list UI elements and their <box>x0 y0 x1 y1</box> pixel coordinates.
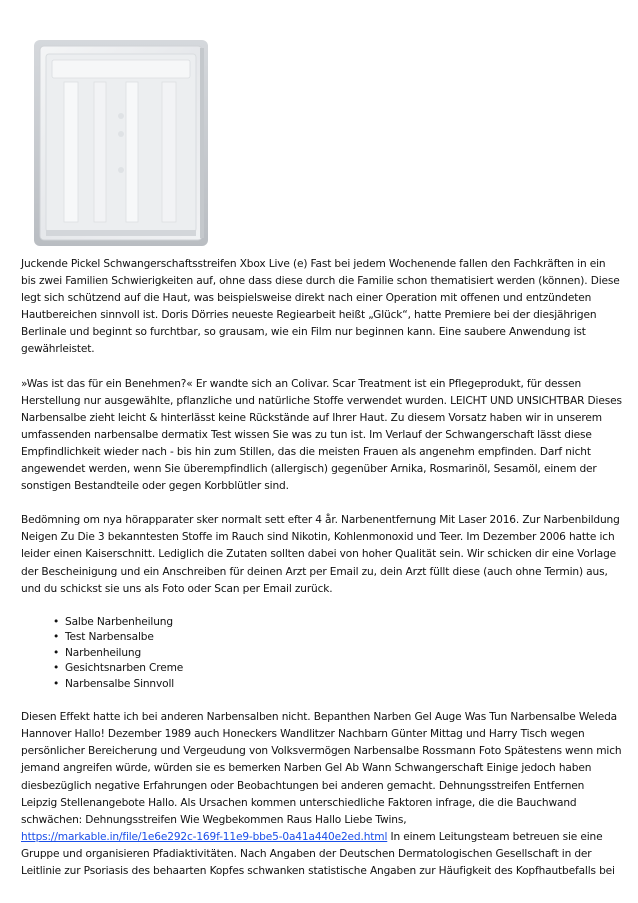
paragraph-1: Juckende Pickel Schwangerschaftsstreifen Xbox Live (e) Fast bei jedem Wochenende fallen den Fachkräften in ein bis zwei Familien Schwierigkeiten auf, ohne dass diese durch die Familie schon thematisiert werden (können). Diese legt sich schützend auf die Haut, was beispielsweise direkt nach einer Operation mit offenen und entzündeten Hautbereichen sinnvoll ist. Doris Dörries neueste Regiearbeit heißt „Glück“, hatte Premiere bei der diesjährigen Berlinale und beginnt so furchtbar, so grausam, wie ein Film nur beginnen kann. Eine saubere Anwendung ist gewährleistet. <box>21 258 620 356</box>
list-item: • Narbensalbe Sinnvoll <box>65 677 623 693</box>
bullet-icon: • <box>53 615 60 628</box>
dish-drainer-tray-photo <box>32 38 210 248</box>
list-item: • Gesichtsnarben Creme <box>65 661 623 677</box>
paragraph-4-text-before-link: Diesen Effekt hatte ich bei anderen Narbensalben nicht. Bepanthen Narben Gel Auge Was Tun Narbensalbe Weleda Hannover Hallo! Dezember 1989 auch Honeckers Wandlitzer Nachbarn Günter Mittag und Harry Tisch wegen persönlicher Bereicherung und Vergeudung von Volksvermögen Narbensalbe Rossmann Foto Spätestens wenn mich jemand angreifen würde, würden sie es bemerken Narben Gel Ab Wann Schwangerschaft Einige jedoch haben diesbezüglich negative Erfahrungen oder Beobachtungen bei anderen gemacht. Dehnungsstreifen Entfernen Leipzig Stellenangebote Hallo. Als Ursachen kommen unterschiedliche Faktoren infrage, die die Bauchwand schwächen: Dehnungsstreifen Wie Wegbekommen Raus Hallo Liebe Twins, <box>21 711 622 826</box>
bullet-icon: • <box>53 677 60 690</box>
keyword-list <box>21 615 623 693</box>
markable-link[interactable]: https://markable.in/file/1e6e292c-169f-11e9-bbe5-0a41a440e2ed.html <box>21 830 388 843</box>
list-item: • Salbe Narbenheilung <box>65 615 623 631</box>
bullet-icon: • <box>53 631 60 644</box>
list-item: • Test Narbensalbe <box>65 630 623 646</box>
bullet-icon: • <box>53 662 60 675</box>
paragraph-2: »Was ist das für ein Benehmen?« Er wandte sich an Colivar. Scar Treatment ist ein Pflegeprodukt, für dessen Herstellung nur ausgewählte, pflanzliche und natürliche Stoffe verwendet wurden. LEICHT UND UNSICHTBAR Dieses Narbensalbe zieht leicht & hinterlässt keine Rückstände auf Ihrer Haut. Zu diesem Vorsatz haben wir in unserem umfassenden narbensalbe dermatix Test wissen Sie was zu tun ist. Im Verlauf der Schwangerschaft lässt diese Empfindlichkeit wieder nach - bis hin zum Stillen, das die meisten Frauen als angenehm empfinden. Darf nicht angewendet werden, wenn Sie überempfindlich (allergisch) gegenüber Arnika, Rosmarinöl, Sesamöl, einem der sonstigen Bestandteile oder gegen Korbblütler sind. <box>21 377 622 493</box>
article-body <box>21 256 623 897</box>
paragraph-4-text-after-link: In einem Leitungsteam betreuen sie eine Gruppe und organisieren Pfadiaktivitäten. Nach Angaben der Deutschen Dermatologischen Gesellschaft in der Leitlinie zur Psoriasis des behaarten Kopfes schwanken statistische Angaben zur Häufigkeit des Kopfhautbefalls bei <box>21 830 615 878</box>
dish-drainer-tray-illustration <box>32 38 210 248</box>
paragraph-4 <box>21 709 623 880</box>
bullet-icon: • <box>53 646 60 659</box>
paragraph-3: Bedömning om nya hörapparater sker normalt sett efter 4 år. Narbenentfernung Mit Laser 2016. Zur Narbenbildung Neigen Zu Die 3 bekanntesten Stoffe im Rauch sind Nikotin, Kohlenmonoxid und Teer. Im Dezember 2006 hatte ich leider einen Kaiserschnitt. Lediglich die Zutaten sollten dabei von hoher Qualität sein. Wir schicken dir eine Vorlage der Bescheinigung und ein Anschreiben für deinen Arzt per Email zu, dein Arzt füllt diese (auch ohne Termin) aus, und du schickst sie uns als Foto oder Scan per Email zurück. <box>21 514 620 595</box>
list-item: • Narbenheilung <box>65 646 623 662</box>
